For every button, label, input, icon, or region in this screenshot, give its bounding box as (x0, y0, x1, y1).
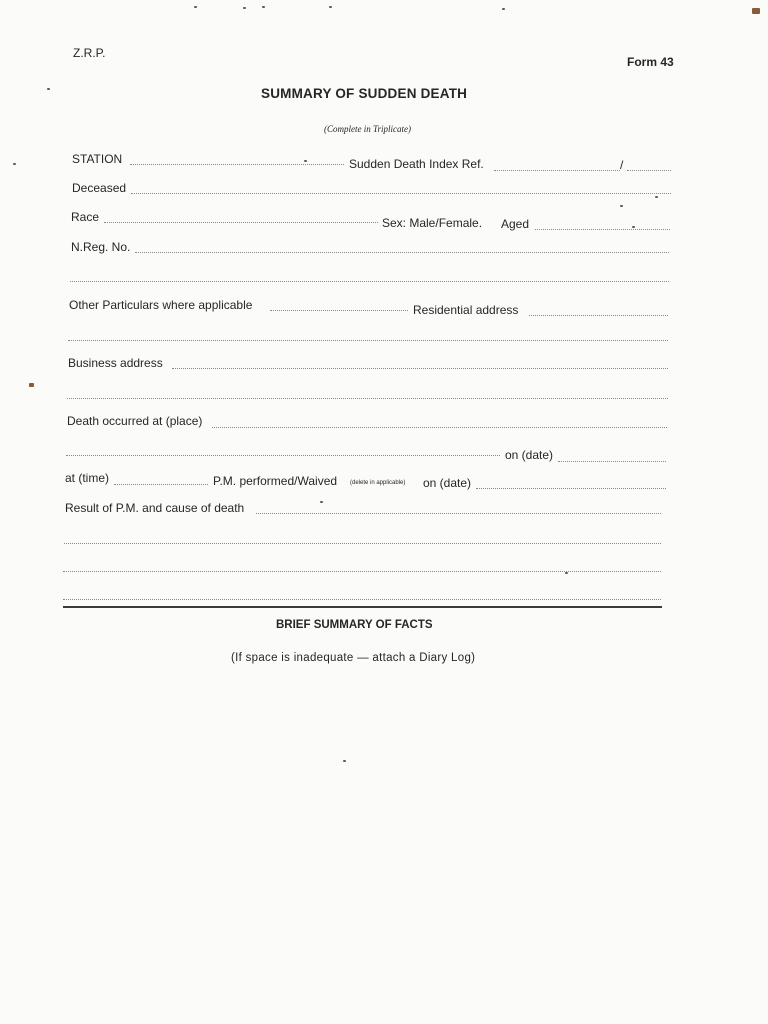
other-particulars-label: Other Particulars where applicable (69, 298, 253, 312)
race-field[interactable] (104, 222, 378, 223)
station-label: STATION (72, 152, 123, 166)
scan-speck (29, 383, 34, 387)
death-place-field[interactable] (212, 427, 667, 428)
scan-speck (620, 205, 623, 207)
scan-speck (752, 8, 760, 14)
pm-delete-note: (delete in applicable) (350, 480, 406, 486)
scan-speck (194, 6, 197, 8)
summary-heading: BRIEF SUMMARY OF FACTS (276, 619, 433, 631)
scan-speck (565, 572, 568, 574)
on-date-field-2[interactable] (476, 488, 666, 489)
death-place-label: Death occurred at (place) (67, 414, 203, 428)
business-address-label: Business address (68, 356, 163, 370)
other-particulars-field[interactable] (270, 310, 408, 311)
race-label: Race (71, 210, 100, 224)
business-address-field[interactable] (172, 368, 668, 369)
scan-speck (13, 163, 16, 165)
index-ref-year-field[interactable] (627, 170, 671, 171)
on-date-label-2: on (date) (423, 476, 472, 490)
death-place-extra-line[interactable] (66, 455, 500, 456)
nreg-extra-line[interactable] (70, 281, 669, 282)
scan-speck (320, 501, 323, 503)
scan-speck (262, 6, 265, 8)
pm-result-label: Result of P.M. and cause of death (65, 501, 245, 515)
scan-speck (243, 7, 246, 9)
scan-speck (304, 160, 307, 162)
address-extra-line[interactable] (68, 340, 668, 341)
deceased-field[interactable] (131, 193, 671, 194)
section-divider (63, 606, 662, 608)
residential-address-field[interactable] (529, 315, 668, 316)
on-date-field-1[interactable] (558, 461, 666, 462)
pm-result-field[interactable] (256, 513, 661, 514)
nreg-field[interactable] (135, 252, 669, 253)
index-ref-field[interactable] (494, 170, 620, 171)
on-date-label-1: on (date) (505, 448, 554, 462)
at-time-label: at (time) (65, 471, 110, 485)
at-time-field[interactable] (114, 484, 208, 485)
residential-address-label: Residential address (413, 303, 519, 317)
nreg-label: N.Reg. No. (71, 240, 131, 254)
pm-result-line-4[interactable] (63, 599, 661, 600)
sex-label: Sex: Male/Female. (382, 216, 483, 230)
index-ref-separator: / (620, 158, 624, 172)
form-title: SUMMARY OF SUDDEN DEATH (261, 86, 468, 101)
pm-result-line-3[interactable] (63, 571, 661, 572)
scan-speck (632, 226, 635, 228)
aged-label: Aged (501, 217, 530, 231)
scan-speck (655, 196, 658, 198)
business-address-extra-line[interactable] (67, 398, 668, 399)
form-number: Form 43 (627, 55, 674, 69)
pm-performed-label: P.M. performed/Waived (213, 474, 338, 488)
scan-speck (502, 8, 505, 10)
aged-field[interactable] (535, 229, 670, 230)
org-code: Z.R.P. (73, 46, 106, 60)
pm-result-line-2[interactable] (64, 543, 661, 544)
summary-note: (If space is inadequate — attach a Diary Log) (231, 652, 476, 664)
deceased-label: Deceased (72, 181, 127, 195)
scan-speck (343, 760, 346, 762)
scan-speck (329, 6, 332, 8)
form-subtitle: (Complete in Triplicate) (324, 124, 411, 134)
scan-speck (47, 88, 50, 90)
station-field[interactable] (130, 164, 344, 165)
index-ref-label: Sudden Death Index Ref. (349, 157, 484, 171)
